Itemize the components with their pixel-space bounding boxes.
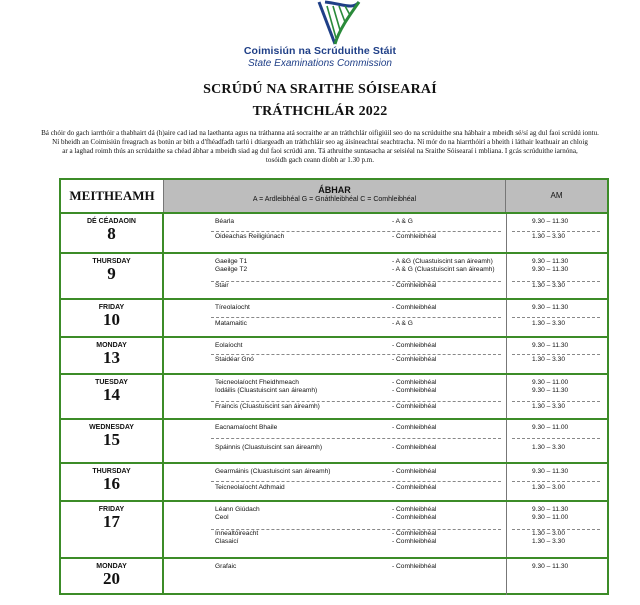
subject-name: Béarla bbox=[215, 218, 235, 225]
subject-name: Eolaíocht bbox=[215, 342, 243, 349]
subject-name: Oideachas Reiligiúnach bbox=[215, 233, 285, 240]
exam-time: 9.30 – 11.00 bbox=[532, 379, 569, 386]
intro-line: Ní bheidh an Coimisiún freagrach as botún ar bith a d'fhéadfadh tarlú i dtiargeadh an tráthchláir seo ag áisíneachtaí seachtracha. Ní mór do na hiarrthóirí a bheith i láthair leathuair an chloig bbox=[52, 138, 588, 146]
subject-name: Stair bbox=[215, 282, 229, 289]
header-subject bbox=[164, 180, 506, 212]
header-subject-title: ÁBHAR bbox=[318, 185, 351, 195]
header-time: AM bbox=[506, 180, 607, 212]
subject-name: Fraincis (Cluastuiscint san áireamh) bbox=[215, 403, 320, 410]
weekday-label: MONDAY bbox=[96, 563, 127, 570]
time-separator bbox=[512, 438, 600, 439]
time-separator bbox=[512, 401, 600, 402]
header-date: MEITHEAMH bbox=[61, 180, 164, 212]
table-row bbox=[61, 212, 607, 252]
date-number: 13 bbox=[103, 348, 120, 367]
subject-name: Innealtóireacht bbox=[215, 530, 259, 537]
exam-time: 9.30 – 11.30 bbox=[532, 563, 569, 570]
page-subtitle: TRÁTHCHLÁR 2022 bbox=[252, 104, 388, 119]
exam-time: 9.30 – 11.30 bbox=[532, 342, 569, 349]
subject-level: - A &G (Cluastuiscint san áireamh) bbox=[392, 258, 493, 265]
weekday-label: WEDNESDAY bbox=[89, 424, 134, 431]
exam-time: 1.30 – 3.30 bbox=[532, 403, 565, 410]
subject-level: - A & G bbox=[392, 320, 413, 327]
timetable bbox=[59, 178, 609, 595]
time-separator bbox=[512, 354, 600, 355]
time-separator bbox=[512, 481, 600, 482]
subject-name: Grafaic bbox=[215, 563, 237, 570]
exam-time: 9.30 – 11.30 bbox=[532, 506, 569, 513]
subject-level: - Comhleibhéal bbox=[392, 403, 437, 410]
subject-name: Iodáilis (Cluastuiscint san áireamh) bbox=[215, 387, 318, 394]
date-cell bbox=[61, 214, 164, 252]
subject-name: Gearmáinis (Cluastuiscint san áireamh) bbox=[215, 468, 331, 475]
weekday-label: FRIDAY bbox=[98, 304, 125, 311]
table-row bbox=[61, 418, 607, 462]
date-number: 17 bbox=[103, 512, 120, 531]
exam-time: 1.30 – 3.30 bbox=[532, 356, 565, 363]
subject-level: - Comhleibhéal bbox=[392, 530, 437, 537]
date-number: 9 bbox=[107, 264, 116, 283]
subject-name: Clasaicí bbox=[215, 538, 239, 545]
weekday-label: MONDAY bbox=[96, 342, 127, 349]
subject-level: - Comhleibhéal bbox=[392, 506, 437, 513]
subject-level: - Comhleibhéal bbox=[392, 304, 437, 311]
table-header bbox=[61, 180, 607, 212]
date-number: 10 bbox=[103, 310, 120, 329]
row-separator bbox=[211, 401, 501, 402]
subject-name: Teicneolaíocht Adhmaid bbox=[215, 484, 285, 491]
date-cell bbox=[61, 375, 164, 418]
exam-time: 1.30 – 3.30 bbox=[532, 320, 565, 327]
exam-time: 1.30 – 3.30 bbox=[532, 538, 565, 545]
subject-name: Eacnamaíocht Bhaile bbox=[215, 424, 278, 431]
exam-time: 1.30 – 3.00 bbox=[532, 530, 565, 537]
date-number: 15 bbox=[103, 430, 120, 449]
exam-time: 9.30 – 11.30 bbox=[532, 468, 569, 475]
table-row bbox=[61, 298, 607, 336]
table-row bbox=[61, 336, 607, 373]
exam-time: 9.30 – 11.00 bbox=[532, 514, 569, 521]
exam-time: 9.30 – 11.00 bbox=[532, 424, 569, 431]
exam-time: 1.30 – 3.30 bbox=[532, 233, 565, 240]
subject-name: Staidéar Gnó bbox=[215, 356, 254, 363]
exam-time: 1.30 – 3.30 bbox=[532, 444, 565, 451]
subject-name: Gaeilge T1 bbox=[215, 258, 248, 265]
weekday-label: FRIDAY bbox=[98, 506, 125, 513]
subject-level: - Comhleibhéal bbox=[392, 538, 437, 545]
date-number: 16 bbox=[103, 474, 120, 493]
harp-icon bbox=[305, 0, 365, 46]
subject-level: - Comhleibhéal bbox=[392, 563, 437, 570]
header-subject-legend: A = Ardleibhéal G = Gnáthleibhéal C = Comhleibhéal bbox=[252, 196, 417, 203]
table-row bbox=[61, 373, 607, 418]
date-number: 20 bbox=[103, 569, 120, 588]
date-cell bbox=[61, 300, 164, 336]
weekday-label: THURSDAY bbox=[92, 258, 131, 265]
subject-level: - Comhleibhéal bbox=[392, 387, 437, 394]
subject-level: - A & G (Cluastuiscint san áireamh) bbox=[392, 266, 495, 273]
row-separator bbox=[211, 438, 501, 439]
subject-level: - A & G bbox=[392, 218, 413, 225]
intro-line: ar a laghad roimh thús an scrúdaithe sa chéad ábhar a mbeidh siad ag dul faoi scrúdú ann. Tá athruithe suntasacha ar seisiéal na Sraithe Sóisearaí i mbliana. I gcás scrúduithe iarnóna, bbox=[62, 147, 578, 155]
table-row bbox=[61, 462, 607, 500]
intro-line: Bá chóir do gach iarrthóir a thabhairt dá (h)aire cad iad na laethanta agus na tráthanna atá socraithe ar an tráthchlár oifigiúil seo do na scrúduithe sna hábhair a mbeidh sé/sí ag dul faoi scrúdú iontu. bbox=[41, 129, 599, 137]
subject-level: - Comhleibhéal bbox=[392, 356, 437, 363]
row-separator bbox=[211, 231, 501, 232]
subject-level: - Comhleibhéal bbox=[392, 282, 437, 289]
subject-level: - Comhleibhéal bbox=[392, 379, 437, 386]
exam-time: 1.30 – 3.30 bbox=[532, 282, 565, 289]
subject-name: Tíreolaíocht bbox=[215, 304, 250, 311]
weekday-label: DÉ CÉADAOIN bbox=[86, 218, 136, 225]
subject-level: - Comhleibhéal bbox=[392, 468, 437, 475]
row-separator bbox=[211, 481, 501, 482]
table-row bbox=[61, 500, 607, 557]
subject-name: Léann Giúdach bbox=[215, 506, 260, 513]
intro-text bbox=[20, 129, 620, 165]
subject-name: Teicneolaíocht Fheidhmeach bbox=[215, 379, 299, 386]
subject-level: - Comhleibhéal bbox=[392, 342, 437, 349]
date-cell bbox=[61, 420, 164, 462]
subject-level: - Comhleibhéal bbox=[392, 444, 437, 451]
row-separator bbox=[211, 281, 501, 282]
time-separator bbox=[512, 231, 600, 232]
time-separator bbox=[512, 317, 600, 318]
exam-time: 9.30 – 11.30 bbox=[532, 258, 569, 265]
weekday-label: THURSDAY bbox=[92, 468, 131, 475]
table-row bbox=[61, 557, 607, 595]
row-separator bbox=[211, 317, 501, 318]
exam-time: 9.30 – 11.30 bbox=[532, 304, 569, 311]
date-number: 14 bbox=[103, 385, 120, 404]
date-cell bbox=[61, 464, 164, 500]
org-name-irish: Coimisiún na Scrúduithe Stáit bbox=[243, 45, 397, 57]
subject-level: - Comhleibhéal bbox=[392, 514, 437, 521]
page-title: SCRÚDÚ NA SRAITHE SÓISEARAÍ bbox=[203, 82, 437, 97]
table-row bbox=[61, 252, 607, 298]
org-name-english: State Examinations Commission bbox=[248, 58, 392, 69]
row-separator bbox=[211, 354, 501, 355]
subject-name: Ceol bbox=[215, 514, 229, 521]
subject-level: - Comhleibhéal bbox=[392, 233, 437, 240]
exam-time: 9.30 – 11.30 bbox=[532, 266, 569, 273]
exam-time: 1.30 – 3.00 bbox=[532, 484, 565, 491]
date-cell bbox=[61, 338, 164, 373]
exam-time: 9.30 – 11.30 bbox=[532, 218, 569, 225]
date-cell bbox=[61, 559, 164, 595]
subject-level: - Comhleibhéal bbox=[392, 484, 437, 491]
sec-logo bbox=[0, 0, 640, 72]
date-cell bbox=[61, 502, 164, 557]
subject-name: Matamaitic bbox=[215, 320, 247, 327]
intro-line: tosóidh gach ceann díobh ar 1.30 p.m. bbox=[265, 156, 375, 164]
exam-time: 9.30 – 11.30 bbox=[532, 387, 569, 394]
subject-name: Gaeilge T2 bbox=[215, 266, 248, 273]
weekday-label: TUESDAY bbox=[95, 379, 128, 386]
date-cell bbox=[61, 254, 164, 298]
date-number: 8 bbox=[107, 224, 116, 243]
subject-name: Spáinnis (Cluastuiscint san áireamh) bbox=[215, 444, 323, 451]
subject-level: - Comhleibhéal bbox=[392, 424, 437, 431]
